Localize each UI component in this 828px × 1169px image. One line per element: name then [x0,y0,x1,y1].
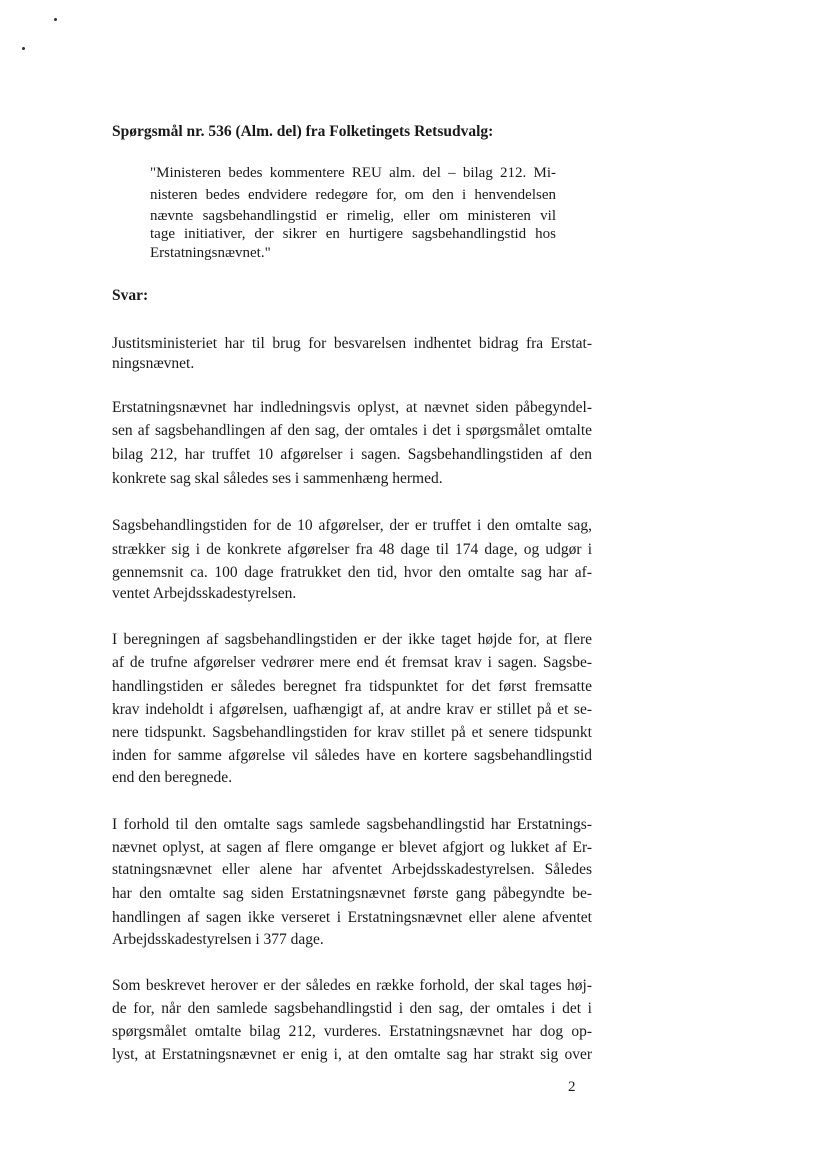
body-line: I forhold til den omtalte sags samlede sagsbehandlingstid har Erstatnings- [112,816,592,833]
page-number: 2 [568,1079,576,1095]
body-line: Erstatningsnævnet har indledningsvis oplyst, at nævnet siden påbegyndel- [112,399,592,416]
body-line: nere tidspunkt. Sagsbehandlingstiden for krav stillet på et senere tidspunkt [112,724,592,741]
question-line: tage initiativer, der sikrer en hurtigere sagsbehandlingstid hos [150,226,556,242]
body-line: handlingstiden er således beregnet fra tidspunktet for det først fremsatte [112,678,592,695]
body-line: de for, når den samlede sagsbehandlingstid i den sag, der omtales i det i [112,1000,592,1017]
body-line: sen af sagsbehandlingen af den sag, der omtales i det i spørgsmålet omtalte [112,422,592,439]
body-line: Som beskrevet herover er der således en række forhold, der skal tages høj- [112,977,592,994]
body-line: strækker sig i de konkrete afgørelser fra 48 dage til 174 dage, og udgør i [112,541,592,558]
body-line: gennemsnit ca. 100 dage fratrukket den tid, hvor den omtalte sag har af- [112,564,592,581]
question-heading: Spørgsmål nr. 536 (Alm. del) fra Folketingets Retsudvalg: [112,123,494,140]
scan-speck [22,47,25,50]
body-line: inden for samme afgørelse vil således have en kortere sagsbehandlingstid [112,747,592,764]
body-line: Justitsministeriet har til brug for besvarelsen indhentet bidrag fra Erstat- [112,335,592,352]
body-line: end den beregnede. [112,769,233,786]
body-line: Sagsbehandlingstiden for de 10 afgørelser, der er truffet i den omtalte sag, [112,517,592,534]
body-line: handlingen af sagen ikke verseret i Erstatningsnævnet eller alene afventet [112,909,592,926]
body-line: konkrete sag skal således ses i sammenhæng hermed. [112,470,443,487]
question-line: nisteren bedes endvidere redegøre for, om den i henvendelsen [150,187,556,203]
body-line: krav indeholdt i afgørelsen, uafhængigt af, at andre krav er stillet på et se- [112,701,592,718]
body-line: statningsnævnet eller alene har afventet Arbejdsskadestyrelsen. Således [112,861,592,878]
body-line: ningsnævnet. [112,355,195,372]
body-line: af de trufne afgørelser vedrører mere end ét fremsat krav i sagen. Sagsbe- [112,654,592,671]
body-line: spørgsmålet omtalte bilag 212, vurderes. Erstatningsnævnet har dog op- [112,1023,592,1040]
body-line: Arbejdsskadestyrelsen i 377 dage. [112,931,324,948]
body-line: lyst, at Erstatningsnævnet er enig i, at den omtalte sag har strakt sig over [112,1046,592,1063]
body-line: bilag 212, har truffet 10 afgørelser i sagen. Sagsbehandlingstiden af den [112,446,592,463]
body-line: har den omtalte sag siden Erstatningsnævnet første gang påbegyndte be- [112,885,592,902]
body-line: I beregningen af sagsbehandlingstiden er der ikke taget højde for, at flere [112,631,592,648]
question-line: Erstatningsnævnet." [150,245,271,261]
body-line: nævnet oplyst, at sagen af flere omgange er blevet afgjort og lukket af Er- [112,839,592,856]
question-line: nævnte sagsbehandlingstid er rimelig, eller om ministeren vil [150,208,556,224]
answer-label: Svar: [112,287,149,304]
question-line: "Ministeren bedes kommentere REU alm. del – bilag 212. Mi- [150,165,556,181]
body-line: ventet Arbejdsskadestyrelsen. [112,585,297,602]
scan-speck [54,18,57,21]
